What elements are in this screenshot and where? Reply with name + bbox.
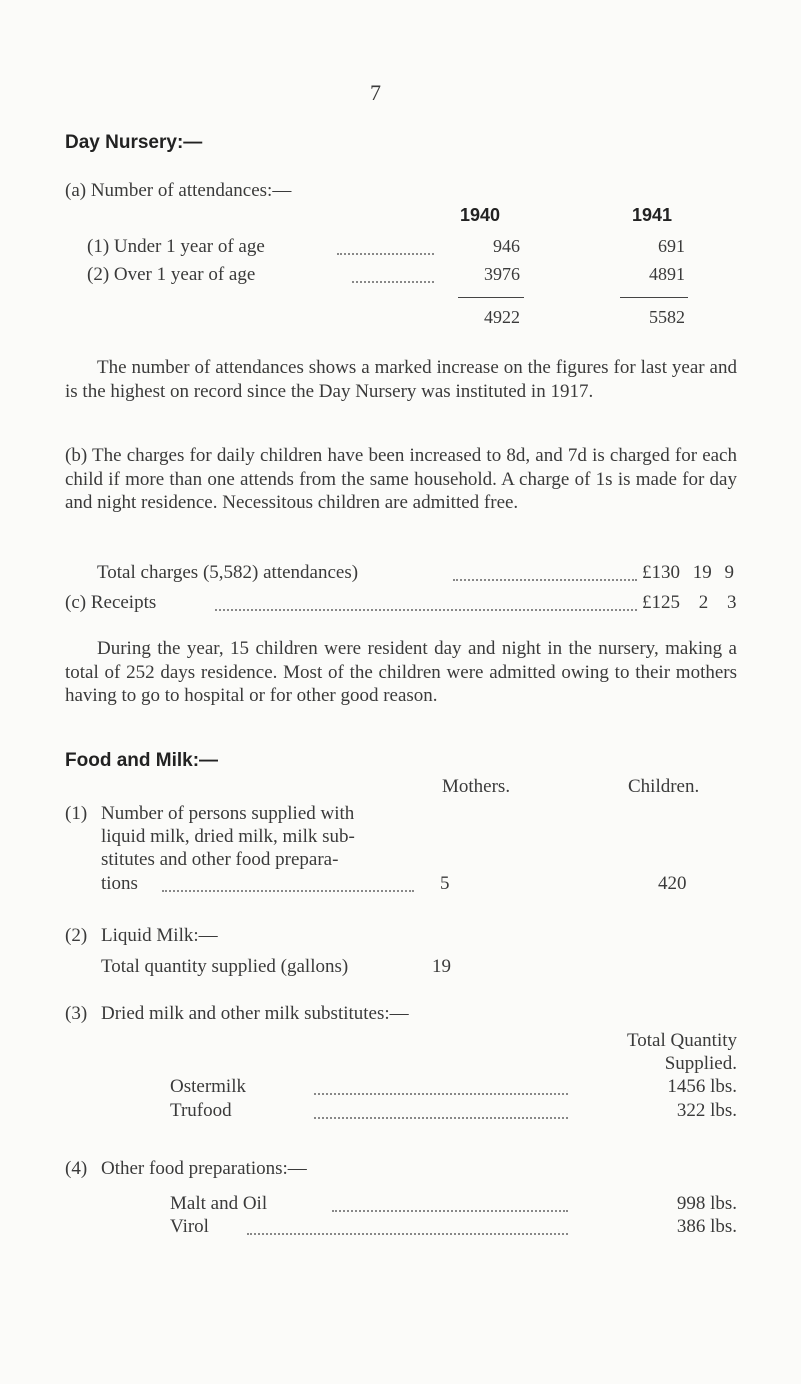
col-mothers-header: Mothers. — [442, 776, 511, 797]
liquid-milk-mothers-value: 19 — [432, 956, 451, 977]
leader-dots — [453, 579, 637, 581]
leader-dots — [337, 253, 434, 255]
receipts-label: (c) Receipts — [65, 592, 157, 613]
item-number: (4) — [65, 1158, 88, 1179]
leader-dots — [162, 890, 414, 892]
residence-paragraph: During the year, 15 children were resident day and night in the nursery, making a total of 252 days residence. Most of the children were admitted owing to their mothers having to go to hospital or for other good reason. — [65, 638, 737, 706]
attendance-row-label: (1) Under 1 year of age — [87, 236, 265, 257]
page-number: 7 — [370, 80, 381, 105]
attendances-label: (a) Number of attendances:— — [65, 180, 292, 201]
dried-milk-label: Dried milk and other milk substitutes:— — [101, 1003, 409, 1024]
other-food-label: Other food preparations:— — [101, 1158, 307, 1179]
item-number: (3) — [65, 1003, 88, 1024]
leader-dots — [247, 1233, 568, 1235]
preparation-name: Virol — [170, 1216, 209, 1237]
substitute-quantity: 1456 lbs. — [667, 1076, 737, 1097]
total-rule-1941 — [620, 297, 688, 298]
preparation-name: Malt and Oil — [170, 1193, 268, 1214]
item1-line: tions — [101, 873, 138, 894]
leader-dots — [352, 281, 434, 283]
year-1941-header: 1941 — [631, 205, 673, 225]
day-nursery-heading: Day Nursery:— — [65, 132, 203, 153]
leader-dots — [314, 1117, 568, 1119]
year-1940-header: 1940 — [459, 205, 501, 225]
attendance-value-1941: 4891 — [649, 264, 685, 284]
attendance-value-1941: 691 — [658, 236, 685, 256]
item-number: (1) — [65, 803, 88, 824]
charges-paragraph: (b) The charges for daily children have been increased to 8d, and 7d is charged for each child if more than one attends from the same household. A charge of 1s is made for day and night residence. Necessitous children are admitted free. — [65, 445, 737, 513]
liquid-milk-sub: Total quantity supplied (gallons) — [101, 956, 349, 977]
leader-dots — [314, 1093, 568, 1095]
total-quantity-header: Total Quantity — [626, 1030, 737, 1051]
total-rule-1940 — [458, 297, 524, 298]
item1-line: Number of persons supplied with — [101, 803, 355, 824]
preparation-quantity: 386 lbs. — [676, 1216, 737, 1237]
item1-line: liquid milk, dried milk, milk sub- — [101, 826, 355, 847]
preparation-quantity: 998 lbs. — [676, 1193, 737, 1214]
total-charges-amount: £130 19 9 — [642, 562, 734, 583]
substitute-name: Trufood — [170, 1100, 232, 1121]
attendance-value-1940: 3976 — [484, 264, 520, 284]
total-charges-label: Total charges (5,582) attendances) — [97, 562, 359, 583]
item-number: (2) — [65, 925, 88, 946]
substitute-quantity: 322 lbs. — [676, 1100, 737, 1121]
attendance-paragraph: The number of attendances shows a marked increase on the figures for last year and is the highest on record since the Day Nursery was instituted in 1917. — [65, 357, 737, 402]
substitute-name: Ostermilk — [170, 1076, 246, 1097]
item1-mothers-value: 5 — [440, 873, 450, 894]
receipts-amount: £125 2 3 — [642, 592, 737, 613]
leader-dots — [215, 609, 637, 611]
liquid-milk-label: Liquid Milk:— — [101, 925, 218, 946]
attendance-value-1940: 946 — [493, 236, 520, 256]
leader-dots — [332, 1210, 568, 1212]
total-1941: 5582 — [649, 307, 685, 327]
item1-line: stitutes and other food prepara- — [101, 849, 339, 870]
food-milk-heading: Food and Milk:— — [65, 750, 219, 771]
col-children-header: Children. — [628, 776, 700, 797]
attendance-row-label: (2) Over 1 year of age — [87, 264, 256, 285]
total-quantity-header: Supplied. — [664, 1053, 737, 1074]
item1-children-value: 420 — [658, 873, 687, 894]
total-1940: 4922 — [484, 307, 520, 327]
